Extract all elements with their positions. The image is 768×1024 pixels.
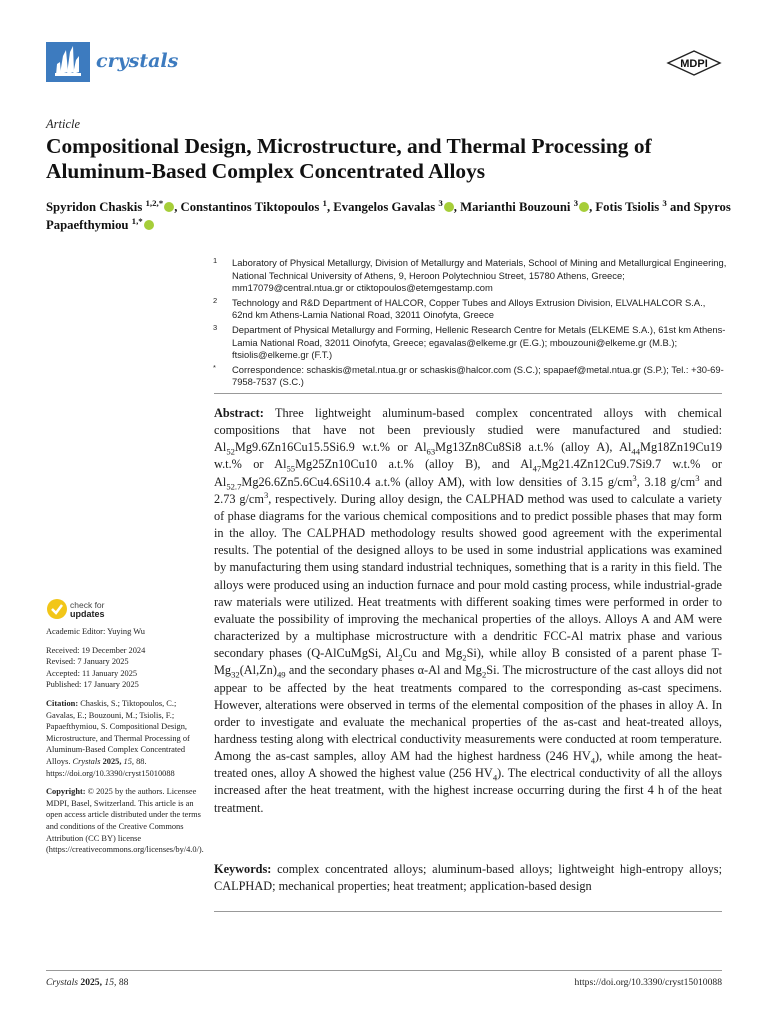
author-name: Spyros Papaefthymiou <box>46 200 731 232</box>
keywords-text: complex concentrated alloys; aluminum-based alloys; lightweight high-entropy alloys; CALPHAD; mechanical properties; heat treatment; application-based design <box>214 862 722 893</box>
article-sidebar <box>46 626 206 863</box>
mdpi-logo-text: MDPI <box>680 58 708 70</box>
abstract-densities: with low densities of 3.15 $g/cm^3$, 3.18 $g/cm^3$ and 2.73 $g/cm^3$, respectively. <box>214 472 722 506</box>
abstract-divider-top <box>214 393 722 394</box>
affiliation-item <box>213 364 728 389</box>
revised-date: Revised: 7 January 2025 <box>46 657 129 667</box>
copyright-label: Copyright: <box>46 787 86 797</box>
check-updates-line2: updates <box>70 609 105 619</box>
affiliation-text: Technology and R&D Department of HALCOR, Copper Tubes and Alloys Extrusion Division, ELVALHALCOR S.A., 62nd km Athens-Lamia National Road, 32011 Oinofyta, Greece <box>232 296 706 321</box>
abstract: Abstract: Three lightweight aluminum-based complex concentrated alloys with chemical compositions that have not been previously studied were manufactured and studied: $Al_{52}Mg9.6Zn16Cu15.5Si6.9$ w.t.% or $Al_{63}Mg13Zn8Cu8Si8$ a.t.% (alloy A), $Al_{44}Mg18Zn19Cu19$ w.t.% or $Al_{55}Mg25Zn10Cu10$ a.t.% (alloy B), and $Al_{47}Mg21.4Zn12Cu9.7Si9.7$ w.t.% or $Al_{52.7}Mg26.6Zn5.6Cu4.6Si10.4$ a.t.% (alloy AM), with low densities of 3.15 $g/cm^3$, 3.18 $g/cm^3$ and 2.73 $g/cm^3$, respectively. During alloy design, the CALPHAD method was used to calculate a variety of phase diagrams for the various chemical compositions and to predict possible phases that may form in the alloy. The CALPHAD methodology results showed good agreement with the experimental results. The potential of the designed alloys to be used in some industrial applications was examined by manufacturing them using standard industrial techniques, something that is a rarity in this field. The alloys were produced using an induction furnace and pour mold casting process, while industrial-grade raw materials were utilized. Heat treatments with different soaking times were performed in order to evaluate the possibility of improving the mechanical properties of the alloys. Alloys A and AM were characterized by a multiphase microstructure with a dendritic FCC-Al matrix phase and various secondary phases (Q-AlCuMgSi, $Al_2Cu$ and $Mg_2Si$), while alloy B consisted of a parent phase $T-Mg_{32}(Al,Zn)_{49}$ and the secondary phases α-Al and $Mg_2Si$. The microstructure of the cast alloys did not appear to be affected by the heat treatments compared to the corresponding as-cast specimens. However, alterations were observed in terms of the elemental composition of the phases in alloy A. In order to investigate and evaluate the mechanical properties of the as-cast and heat-treated alloys, hardness testing along with electrical conductivity measurements were conducted at room temperature. Among the as-cast samples, alloy AM had the highest hardness (246 $HV_4$), while among the heat-treated ones, alloy A showed the highest value (256 $HV_4$). The electrical conductivity of all the alloys increased after the heat treatment, with the highest increase occurring during the first 4 h of the heat treatment. <box>214 406 722 815</box>
check-for-updates-button[interactable] <box>46 598 126 622</box>
citation-label: Citation: <box>46 698 79 708</box>
affiliation-mark: 3 <box>213 322 218 332</box>
alloy-am-wt: $Al_{47}Mg21.4Zn12Cu9.7Si9.7$ w.t.% <box>520 457 701 474</box>
alloy-am-at: $Al_{52.7}Mg26.6Zn5.6Cu4.6Si10.4$ a.t.% (alloy AM) <box>214 474 462 492</box>
mdpi-logo-icon[interactable] <box>666 50 722 76</box>
author[interactable] <box>180 197 327 214</box>
paper-title: Compositional Design, Microstructure, and Thermal Processing of Aluminum-Based Complex Concentrated Alloys <box>46 134 652 183</box>
check-updates-icon <box>46 598 68 620</box>
footer-year: 2025, <box>80 977 102 988</box>
abstract-divider-bottom <box>214 911 722 912</box>
author-affiliation-marks: 3 <box>438 197 443 208</box>
footer-volume: 15, <box>104 977 117 988</box>
affiliation-item <box>213 324 728 362</box>
alloy-a-wt: $Al_{52}Mg9.6Zn16Cu15.5Si6.9$ w.t.% <box>214 440 391 457</box>
received-date: Received: 19 December 2024 <box>46 645 146 655</box>
footer-doi-link[interactable]: https://doi.org/10.3390/cryst15010088 <box>574 977 722 988</box>
footer-divider <box>46 970 722 971</box>
citation-text: Chaskis, S.; Tiktopoulos, C.; Gavalas, E.; Bouzouni, M.; Tsiolis, F.; Papaefthymiou, S. Compositional Design, Microstructure, and Thermal Processing of Aluminum-Based Complex Concentrated Alloys. <box>46 698 190 766</box>
keywords-label: Keywords: <box>214 862 272 876</box>
copyright-text: © 2025 by the authors. Licensee MDPI, Basel, Switzerland. This article is an open access article distributed under the terms and conditions of the Creative Commons Attribution (CC BY) license (https://creativecommons.org/licenses/by/4.0/). <box>46 787 204 855</box>
alloy-a-at: $Al_{63}Mg13Zn8Cu8Si8$ a.t.% (alloy A) <box>414 440 610 457</box>
author-affiliation-marks: 1,2,* <box>145 197 164 208</box>
citation-year: 2025, <box>102 756 122 766</box>
academic-editor: Academic Editor: Yuying Wu <box>46 627 145 636</box>
crystals-logo-icon[interactable] <box>46 42 90 82</box>
keywords <box>214 861 722 895</box>
author-name: Evangelos Gavalas <box>333 200 439 214</box>
author-affiliation-marks: 1 <box>322 197 327 208</box>
author[interactable] <box>333 197 453 214</box>
alloy-b-at: $Al_{55}Mg25Zn10Cu10$ a.t.% (alloy B) <box>274 457 478 474</box>
affiliation-text: Department of Physical Metallurgy and Forming, Hellenic Research Centre for Metals (ELKEME S.A.), 61st km Athens-Lamia National Road, 32011 Oinofyta, Greece; egavalas@elkeme.gr (E.G.); mbouzouni@elkeme.gr (M.B.); ftsiolis@elkeme.gr (F.T.) <box>232 323 726 361</box>
copyright-block <box>46 786 206 856</box>
author-name: Fotis Tsiolis <box>595 200 663 214</box>
affiliation-text: Correspondence: schaskis@metal.ntua.gr or schaskis@halcor.com (S.C.); spapaef@metal.ntua.gr (S.P.); Tel.: +30-69-7958-7537 (S.C.) <box>232 363 724 388</box>
author-name: Constantinos Tiktopoulos <box>180 200 323 214</box>
journal-header <box>46 40 722 84</box>
citation-doi-link[interactable]: 88. https://doi.org/10.3390/cryst15010088 <box>46 756 175 778</box>
affiliation-text: Laboratory of Physical Metallurgy, Division of Metallurgy and Materials, School of Mining and Metallurgical Engineering, National Technical University of Athens, 9, Heroon Polytechniou Street, 15780 Athens, Greece; mm17079@central.ntua.gr or ctiktopoulos@etemgestamp.com <box>232 257 727 294</box>
affiliations <box>213 257 728 391</box>
author[interactable] <box>595 197 667 214</box>
citation-volume: 15, <box>123 756 134 766</box>
abstract-intro: Three lightweight aluminum-based complex concentrated alloys with chemical compositions that have not been previously studied were manufactured and studied: <box>214 406 722 438</box>
affiliation-mark: * <box>213 362 216 372</box>
author-affiliation-marks: 1,* <box>131 215 143 226</box>
orcid-icon[interactable] <box>444 202 454 212</box>
affiliation-mark: 2 <box>213 295 218 305</box>
footer-citation <box>46 977 128 988</box>
abstract-label: Abstract: <box>214 406 264 420</box>
citation-journal: Crystals <box>72 756 101 766</box>
affiliation-mark: 1 <box>213 256 218 265</box>
published-date: Published: 17 January 2025 <box>46 680 139 690</box>
author-affiliation-marks: 3 <box>573 197 579 208</box>
author-affiliation-marks: 3 <box>662 197 667 208</box>
author-connector: and <box>670 200 694 214</box>
orcid-icon[interactable] <box>144 220 154 230</box>
citation-block <box>46 698 206 779</box>
author-list: Spyridon Chaskis $^{1,2,*}$ , Constantinos Tiktopoulos $^1$, Evangelos Gavalas $^3$ , Marianthi Bouzouni $^3$ , Fotis Tsiolis $^3$ and Spyros Papaefthymiou $^{1,*}$ <box>46 197 731 232</box>
journal-name[interactable]: crystals <box>96 50 179 72</box>
accepted-date: Accepted: 11 January 2025 <box>46 668 138 678</box>
footer-article: 88 <box>118 977 129 988</box>
orcid-icon[interactable] <box>164 202 174 212</box>
affiliation-item <box>213 297 728 322</box>
footer-journal: Crystals <box>46 977 78 988</box>
author-name: Marianthi Bouzouni <box>460 200 574 214</box>
abstract-body: During alloy design, the CALPHAD method was used to calculate a variety of phase diagrams for the various chemical compositions and to predict possible phases that may form in the alloy. The CALPHAD methodology results showed good agreement with the experimental results. The potential of the designed alloys to be used in some industrial applications was examined by manufacturing them using standard industrial techniques, something that is a rarity in this field. The alloys were produced using an induction furnace and pour mold casting process, while industrial-grade raw materials were utilized. Heat treatments with different soaking times were performed in order to evaluate the possibility of improving the mechanical properties of the alloys. Alloys A and AM were characterized by a multiphase microstructure with a dendritic FCC-Al matrix phase and various secondary phases (Q-AlCuMgSi, $Al_2Cu$ and $Mg_2Si$), while alloy B consisted of a parent phase $T-Mg_{32}(Al,Zn)_{49}$ and the secondary phases α-Al and $Mg_2Si$. The microstructure of the cast alloys did not appear to be affected by the heat treatments compared to the corresponding as-cast specimens. However, alterations were observed in terms of the elemental composition of the phases in alloy A. In order to investigate and evaluate the mechanical properties of the as-cast and heat-treated alloys, hardness testing along with electrical conductivity measurements were conducted at room temperature. Among the as-cast samples, alloy AM had the highest hardness (246 $HV_4$), while among the heat-treated ones, alloy A showed the highest value (256 $HV_4$). The electrical conductivity of all the alloys increased after the heat treatment, with the highest increase occurring during the first 4 h of the heat treatment. <box>214 491 722 815</box>
affiliation-item <box>213 257 728 295</box>
orcid-icon[interactable] <box>579 202 589 212</box>
alloy-b-wt: $Al_{44}Mg18Zn19Cu19$ w.t.% <box>214 440 722 472</box>
check-updates-line1: check for <box>70 600 105 610</box>
author[interactable] <box>460 197 589 214</box>
author[interactable] <box>46 197 174 214</box>
author-name: Spyridon Chaskis <box>46 200 146 214</box>
article-type: Article <box>46 117 81 131</box>
